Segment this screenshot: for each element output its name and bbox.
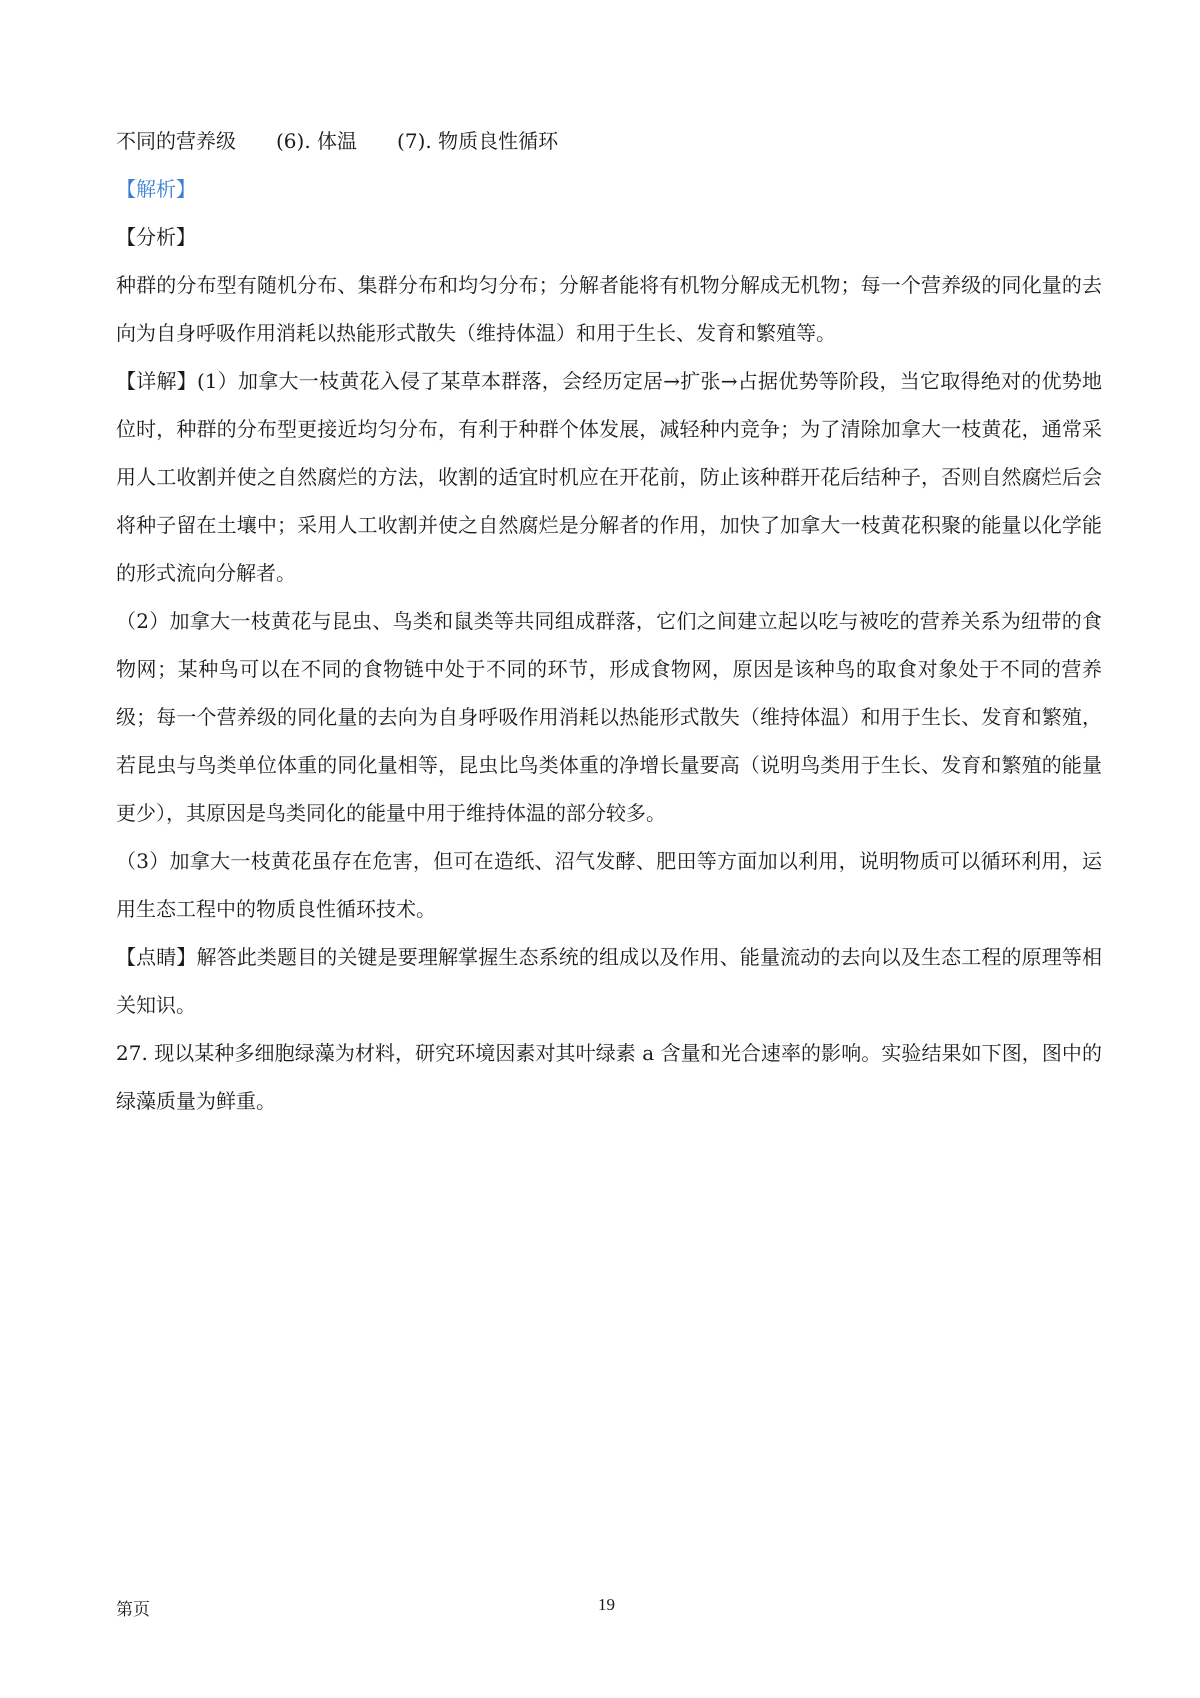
jiexi-heading: 【解析】 [116, 177, 196, 201]
dianjing-label: 【点睛】 [116, 945, 197, 969]
answer-part-2: (6). 体温 [276, 129, 358, 153]
xiangjie-label: 【详解】 [116, 369, 197, 393]
answer-part-1: 不同的营养级 [116, 129, 236, 153]
fenxi-heading: 【分析】 [116, 225, 196, 249]
answer-line [116, 117, 1102, 165]
xiangjie-text-1: (1）加拿大一枝黄花入侵了某草本群落，会经历定居→扩张→占据优势等阶段，当它取得绝对的优势地位时，种群的分布型更接近均匀分布，有利于种群个体发展，减轻种内竞争；为了清除加拿大一枝黄花，通常采用人工收割并使之自然腐烂的方法，收割的适宜时机应在开花前，防止该种群开花后结种子，否则自然腐烂后会将种子留在土壤中；采用人工收割并使之自然腐烂是分解者的作用，加快了加拿大一枝黄花积聚的能量以化学能的形式流向分解者。 [116, 369, 1102, 585]
question-27: 27. 现以某种多细胞绿藻为材料，研究环境因素对其叶绿素 a 含量和光合速率的影响。实验结果如下图，图中的绿藻质量为鲜重。 [116, 1041, 1102, 1113]
dianjing-text: 解答此类题目的关键是要理解掌握生态系统的组成以及作用、能量流动的去向以及生态工程的原理等相关知识。 [116, 945, 1102, 1017]
answer-part-3: (7). 物质良性循环 [397, 129, 559, 153]
page-body [116, 117, 1102, 1125]
xiangjie-paragraph-2: （2）加拿大一枝黄花与昆虫、鸟类和鼠类等共同组成群落，它们之间建立起以吃与被吃的营养关系为纽带的食物网；某种鸟可以在不同的食物链中处于不同的环节，形成食物网，原因是该种鸟的取食对象处于不同的营养级；每一个营养级的同化量的去向为自身呼吸作用消耗以热能形式散失（维持体温）和用于生长、发育和繁殖，若昆虫与鸟类单位体重的同化量相等，昆虫比鸟类体重的净增长量要高（说明鸟类用于生长、发育和繁殖的能量更少），其原因是鸟类同化的能量中用于维持体温的部分较多。 [116, 609, 1102, 825]
page-number: 19 [598, 1595, 615, 1614]
xiangjie-paragraph-1 [116, 357, 1102, 597]
footer-left-label: 第页 [116, 1600, 150, 1620]
xiangjie-paragraph-3: （3）加拿大一枝黄花虽存在危害，但可在造纸、沼气发酵、肥田等方面加以利用，说明物质可以循环利用，运用生态工程中的物质良性循环技术。 [116, 849, 1102, 921]
fenxi-text: 种群的分布型有随机分布、集群分布和均匀分布；分解者能将有机物分解成无机物；每一个营养级的同化量的去向为自身呼吸作用消耗以热能形式散失（维持体温）和用于生长、发育和繁殖等。 [116, 273, 1102, 345]
dianjing-paragraph [116, 933, 1102, 1029]
